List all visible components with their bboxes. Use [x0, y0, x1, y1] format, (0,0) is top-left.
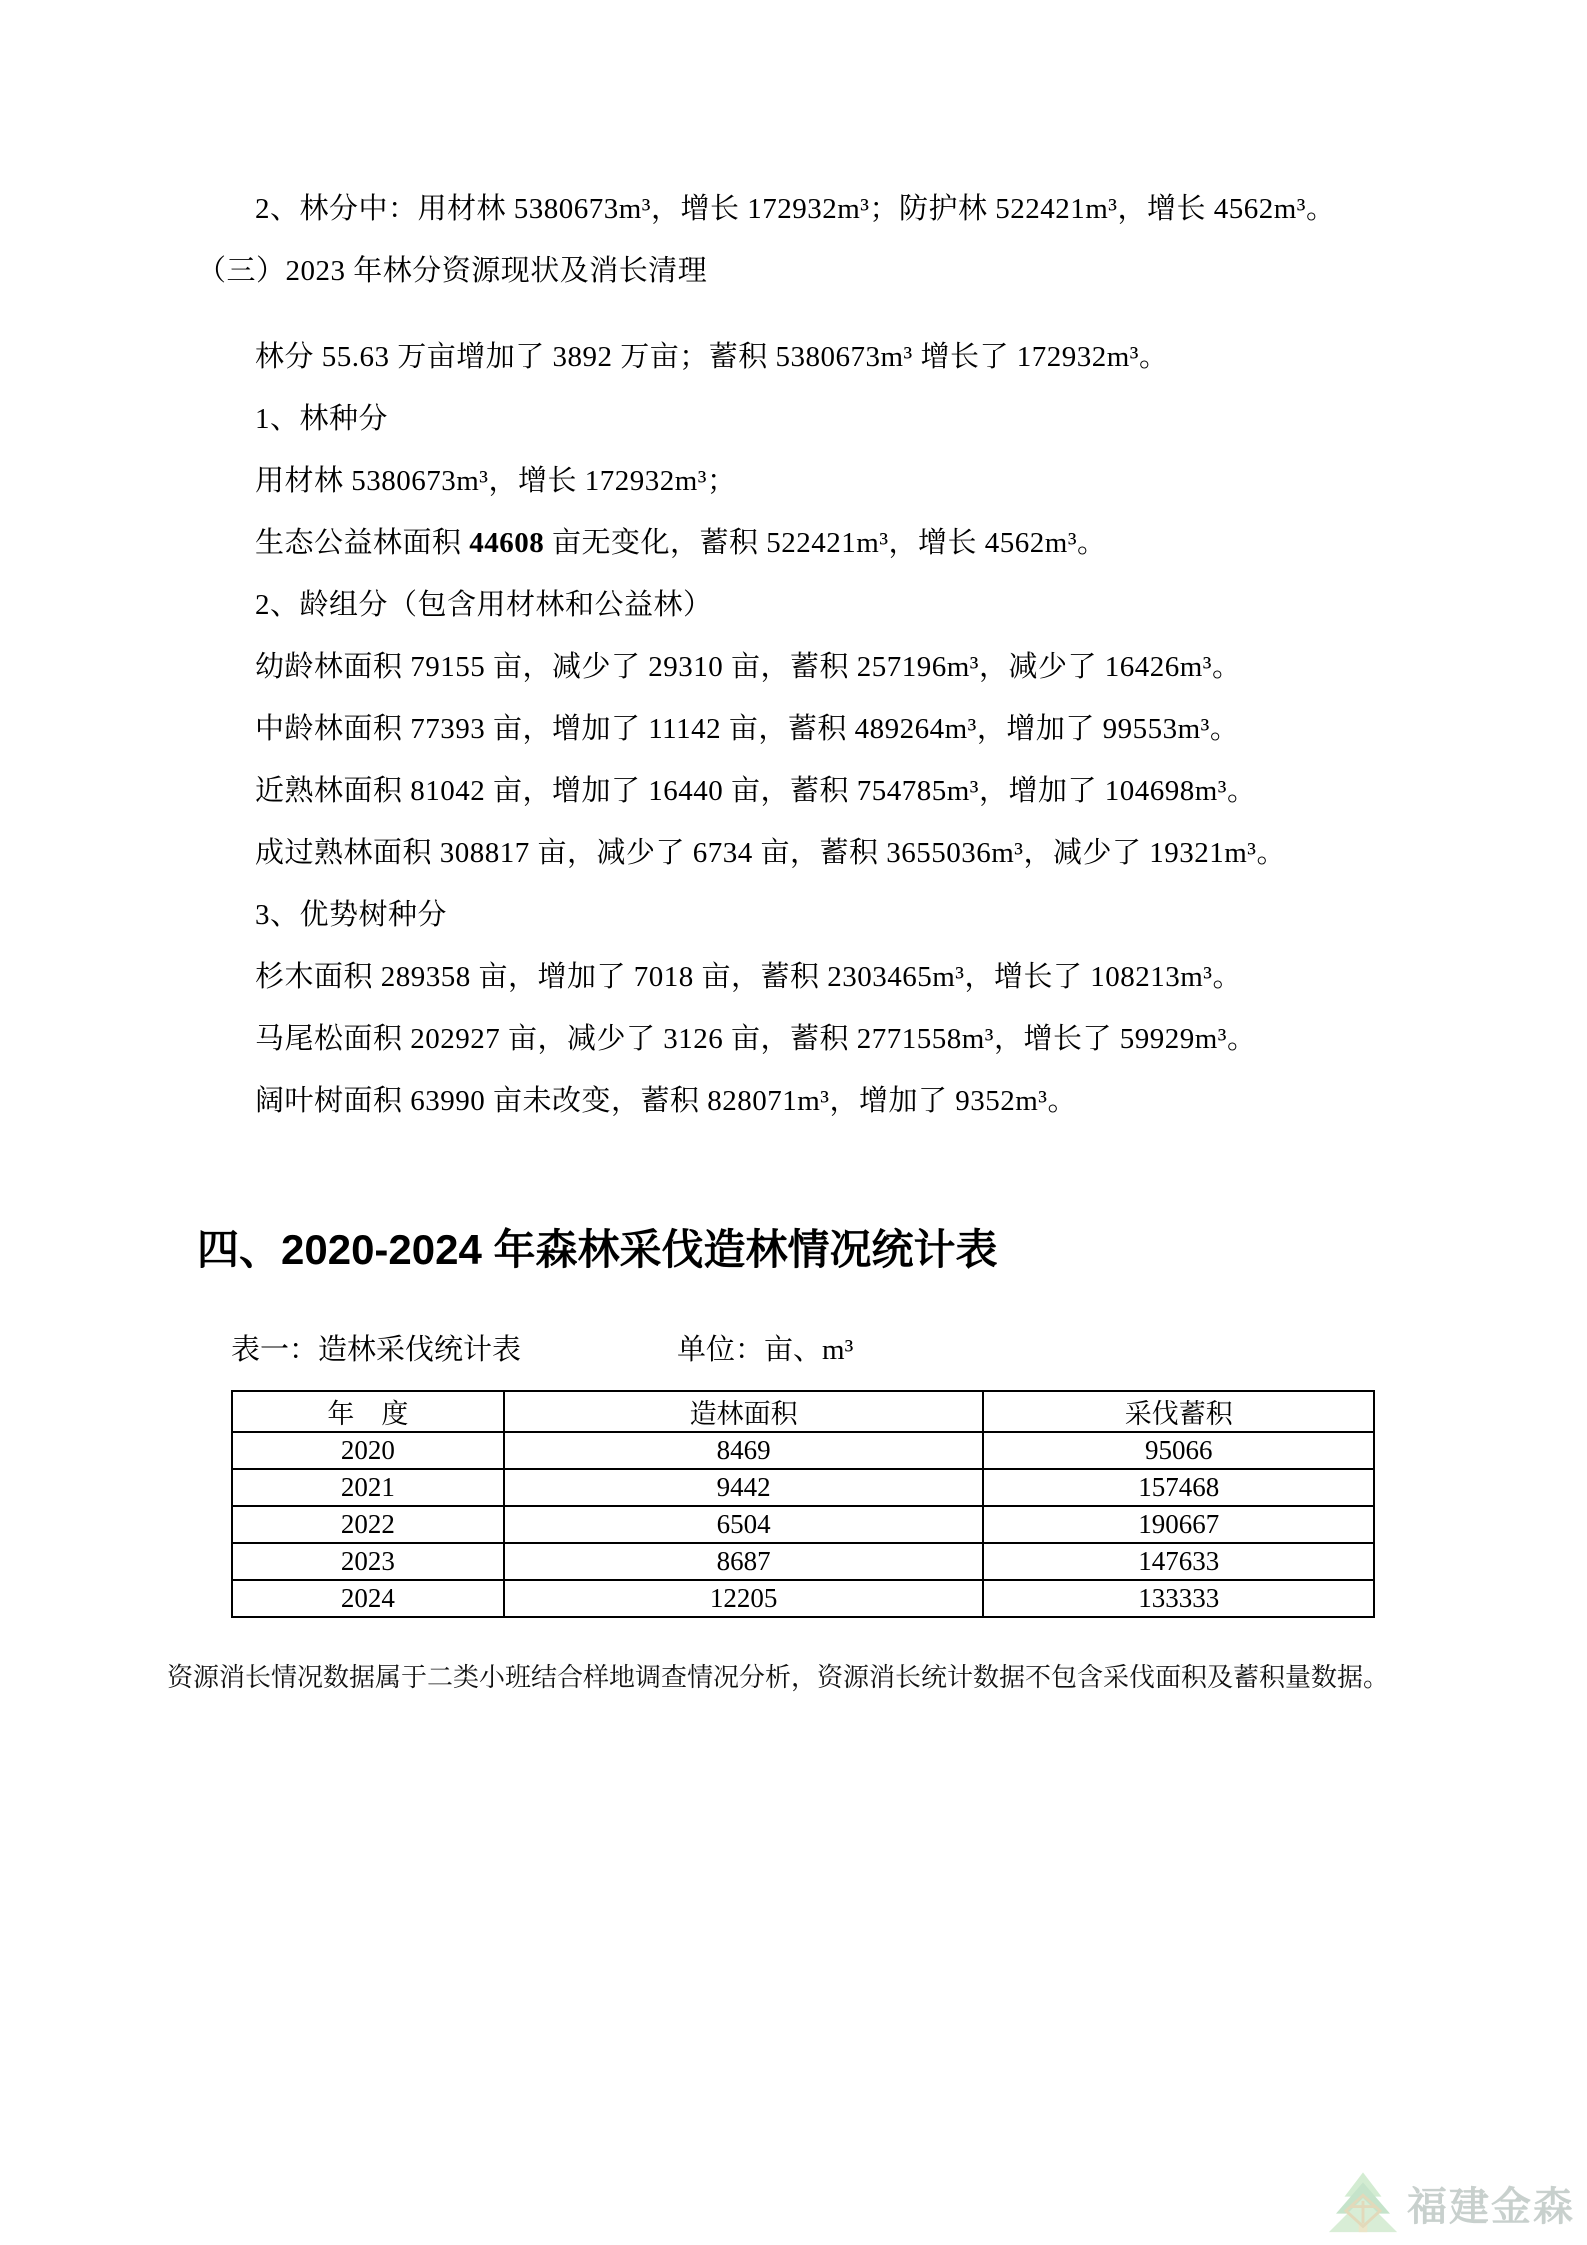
table-row: [232, 1469, 1374, 1506]
table-cell: 2021: [232, 1469, 504, 1506]
para-age-group-title: 2、龄组分（包含用材林和公益林）: [255, 589, 713, 621]
para-dominant-species-title: 3、优势树种分: [255, 899, 448, 931]
para-public-welfare-bold-value: 44608: [469, 527, 545, 559]
para-fir: 杉木面积 289358 亩，增加了 7018 亩，蓄积 2303465m³，增长了 108213m³。: [255, 961, 1243, 993]
pine-tree-icon: [1325, 2171, 1401, 2235]
para-middle-age-forest: 中龄林面积 77393 亩，增加了 11142 亩，蓄积 489264m³，增加了 99553m³。: [255, 713, 1240, 745]
para-near-mature-forest: 近熟林面积 81042 亩，增加了 16440 亩，蓄积 754785m³，增加了 104698m³。: [255, 775, 1257, 807]
subsection-heading-3: （三）2023 年林分资源现状及消长清理: [197, 255, 708, 287]
company-logo: [1325, 2171, 1575, 2235]
para-mature-forest: 成过熟林面积 308817 亩，减少了 6734 亩，蓄积 3655036m³，减少了 19321m³。: [255, 837, 1287, 869]
para-broadleaf: 阔叶树面积 63990 亩未改变，蓄积 828071m³，增加了 9352m³。: [255, 1085, 1078, 1117]
table-caption-row: [197, 1320, 1420, 1380]
harvest-table: [231, 1390, 1375, 1618]
table-caption: 表一：造林采伐统计表: [231, 1334, 522, 1366]
table-cell: 133333: [983, 1580, 1374, 1617]
para-stand-summary: 2、林分中：用材林 5380673m³，增长 172932m³；防护林 522421m³，增长 4562m³。: [255, 193, 1336, 225]
table-cell: 157468: [983, 1469, 1374, 1506]
table-unit-label: 单位：亩、m³: [677, 1334, 854, 1366]
table-cell: 190667: [983, 1506, 1374, 1543]
table-header-harvest-volume: 采伐蓄积: [983, 1391, 1374, 1432]
table-cell: 2024: [232, 1580, 504, 1617]
table-cell: 8687: [504, 1543, 984, 1580]
table-row: [232, 1506, 1374, 1543]
footnote: 资源消长情况数据属于二类小班结合样地调查情况分析，资源消长统计数据不包含采伐面积及蓄积量数据。: [167, 1662, 1390, 1692]
table-row: [232, 1543, 1374, 1580]
para-stand-change: 林分 55.63 万亩增加了 3892 万亩；蓄积 5380673m³ 增长了 172932m³。: [255, 341, 1169, 373]
table-cell: 12205: [504, 1580, 984, 1617]
para-public-welfare-forest: [197, 512, 1420, 574]
company-logo-text: 福建金森: [1407, 2184, 1575, 2229]
table-header-row: [232, 1391, 1374, 1432]
table-cell: 8469: [504, 1432, 984, 1469]
table-cell: 2023: [232, 1543, 504, 1580]
table-header-year: 年 度: [232, 1391, 504, 1432]
table-cell: 6504: [504, 1506, 984, 1543]
table-row: [232, 1432, 1374, 1469]
table-row: [232, 1580, 1374, 1617]
table-cell: 147633: [983, 1543, 1374, 1580]
table-cell: 95066: [983, 1432, 1374, 1469]
para-public-welfare-pre: 生态公益林面积: [255, 527, 470, 559]
document-content: [167, 178, 1420, 1697]
table-cell: 9442: [504, 1469, 984, 1506]
table-header-afforestation-area: 造林面积: [504, 1391, 984, 1432]
para-masson-pine: 马尾松面积 202927 亩，减少了 3126 亩，蓄积 2771558m³，增长了 59929m³。: [255, 1023, 1257, 1055]
para-forest-type-title: 1、林种分: [255, 403, 389, 435]
para-timber-forest: 用材林 5380673m³，增长 172932m³；: [255, 465, 737, 497]
para-young-forest: 幼龄林面积 79155 亩，减少了 29310 亩，蓄积 257196m³，减少了 16426m³。: [255, 651, 1242, 683]
para-public-welfare-post: 亩无变化，蓄积 522421m³，增长 4562m³。: [544, 527, 1107, 559]
table-cell: 2022: [232, 1506, 504, 1543]
section-heading: 四、2020-2024 年森林采伐造林情况统计表: [197, 1226, 998, 1273]
table-cell: 2020: [232, 1432, 504, 1469]
